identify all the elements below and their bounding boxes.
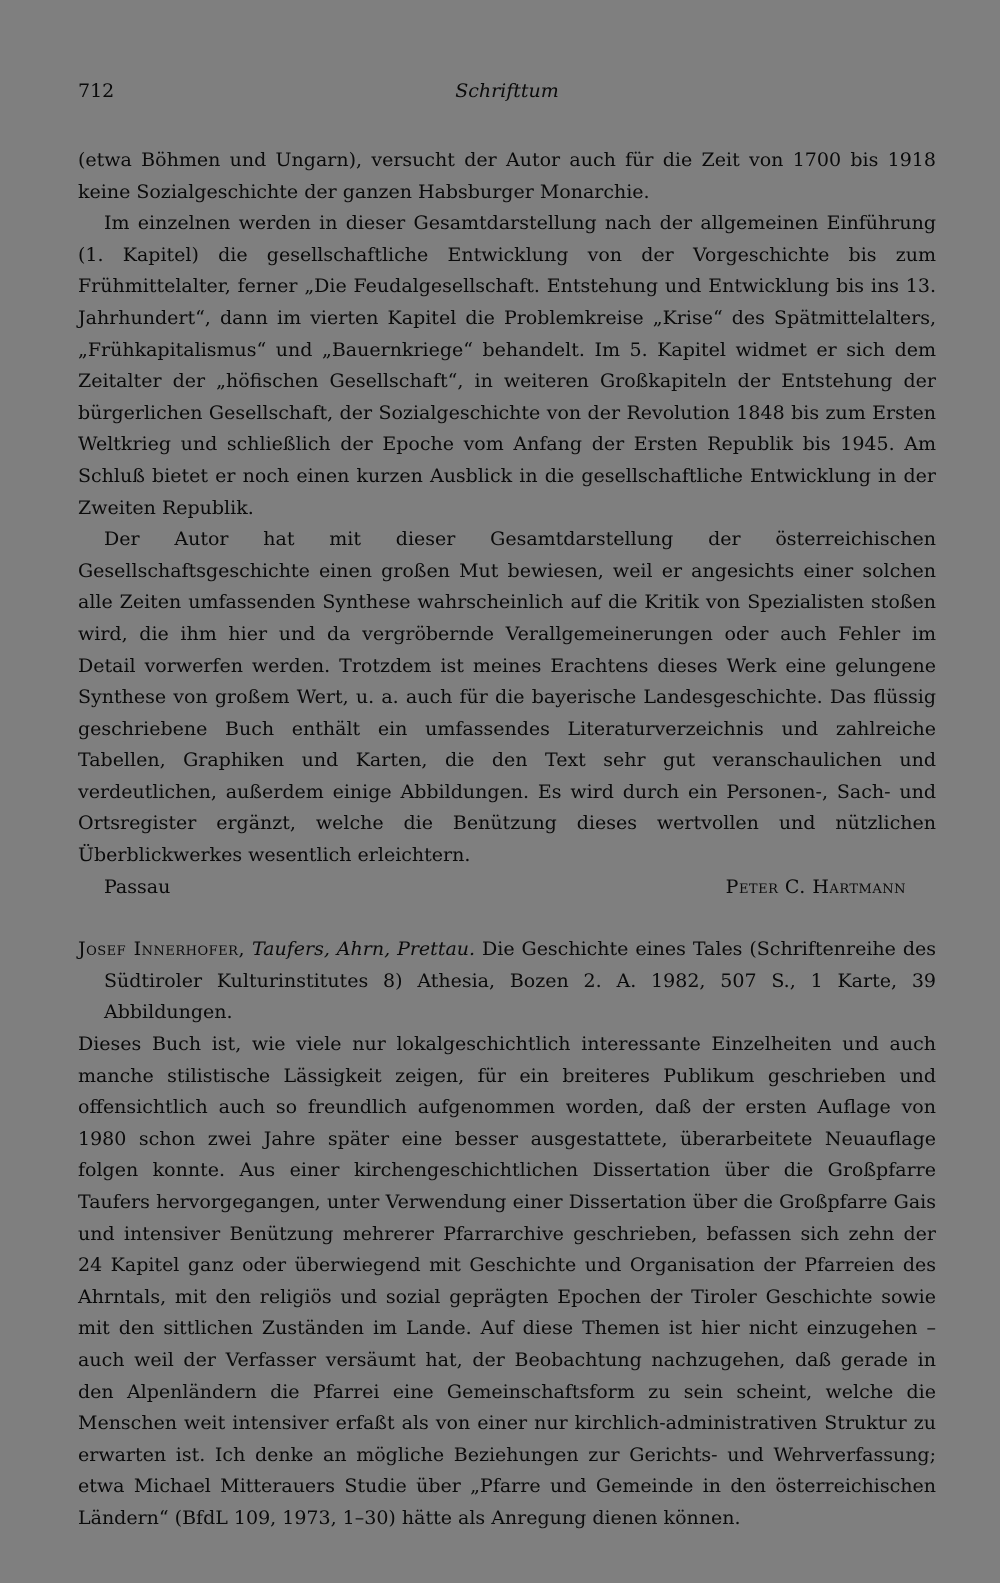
page-number: 712 — [78, 80, 115, 102]
running-title: Schrifttum — [455, 80, 559, 102]
book-page — [78, 0, 936, 1583]
review1-signature — [78, 872, 936, 904]
review2-title: Taufers, Ahrn, Prettau. — [251, 938, 476, 961]
review2-bibliography — [78, 934, 936, 1029]
page-header — [78, 80, 936, 110]
review1-paragraph-3: Der Autor hat mit dieser Gesamtdarstellung der österreichischen Gesellschaftsgeschichte einen großen Mut bewiesen, weil er angesichts einer solchen alle Zeiten umfassenden Synthese wahrscheinlich auf die Kritik von Spezialisten stoßen wird, die ihm hier und da vergröbernde Verallgemeinerungen oder auch Fehler im Detail vorwerfen werden. Trotzdem ist meines Erachtens dieses Werk eine gelungene Synthese von großem Wert, u. a. auch für die bayerische Landesgeschichte. Das flüssig geschriebene Buch enthält ein umfassendes Literaturverzeichnis und zahlreiche Tabellen, Graphiken und Karten, die den Text sehr gut veranschaulichen und verdeutlichen, außerdem einige Abbildungen. Es wird durch ein Personen-, Sach- und Ortsregister ergänzt, welche die Benützung dieses wertvollen und nützlichen Überblickwerkes wesentlich erleichtern. — [78, 528, 936, 867]
review2-paragraph: Dieses Buch ist, wie viele nur lokalgeschichtlich interessante Einzelheiten und auch manche stilistische Lässigkeit zeigen, für ein breiteres Publikum geschrieben und offensichtlich auch so freundlich aufgenommen worden, daß der ersten Auflage von 1980 schon zwei Jahre später eine besser ausgestattete, überarbeitete Neuauflage folgen konnte. Aus einer kirchengeschichtlichen Dissertation über die Großpfarre Taufers hervorgegangen, unter Verwendung einer Dissertation über die Großpfarre Gais und intensiver Benützung mehrerer Pfarrarchive geschrieben, befassen sich zehn der 24 Kapitel ganz oder überwiegend mit Geschichte und Organisation der Pfarreien des Ahrntals, mit den religiös und sozial geprägten Epochen der Tiroler Geschichte sowie mit den sittlichen Zuständen im Lande. Auf diese Themen ist hier nicht einzugehen – auch weil der Verfasser versäumt hat, der Beobachtung nachzugehen, daß gerade in den Alpenländern die Pfarrei eine Gemeinschaftsform zu sein scheint, welche die Menschen weit intensiver erfaßt als von einer nur kirchlich-administrativen Struktur zu erwarten ist. Ich denke an mögliche Beziehungen zur Gerichts- und Wehrverfassung; etwa Michael Mitterauers Studie über „Pfarre und Gemeinde in den österreichischen Ländern“ (BfdL 109, 1973, 1–30) hätte als Anregung dienen können. — [78, 1033, 936, 1529]
review1-place: Passau — [104, 875, 171, 898]
review1-reviewer: Peter C. Hartmann — [725, 875, 906, 898]
review1-paragraph-2: Im einzelnen werden in dieser Gesamtdarstellung nach der allgemeinen Einführung (1. Kapitel) die gesellschaftliche Entwicklung von der Vorgeschichte bis zum Frühmittelalter, ferner „Die Feudalgesellschaft. Entstehung und Entwicklung bis ins 13. Jahrhundert“, dann im vierten Kapitel die Problemkreise „Krise“ des Spätmittelalters, „Frühkapitalismus“ und „Bauernkriege“ behandelt. Im 5. Kapitel widmet er sich dem Zeitalter der „höfischen Gesellschaft“, in weiteren Großkapiteln der Entstehung der bürgerlichen Gesellschaft, der Sozialgeschichte von der Revolution 1848 bis zum Ersten Weltkrieg und schließlich der Epoche vom Anfang der Ersten Republik bis 1945. Am Schluß bietet er noch einen kurzen Ausblick in die gesellschaftliche Entwicklung in der Zweiten Republik. — [78, 212, 936, 519]
review2-author: Josef Innerhofer, — [78, 938, 245, 961]
review1-paragraph-1: (etwa Böhmen und Ungarn), versucht der Autor auch für die Zeit von 1700 bis 1918 keine Sozialgeschichte der ganzen Habsburger Monarchie. — [78, 149, 936, 203]
review2-bibliographic-details: Die Geschichte eines Tales (Schriftenreihe des Südtiroler Kulturinstitutes 8) Athesia, Bozen 2. A. 1982, 507 S., 1 Karte, 39 Abbildungen. — [104, 938, 936, 1024]
section-gap — [78, 903, 936, 934]
page-body — [78, 145, 936, 1535]
